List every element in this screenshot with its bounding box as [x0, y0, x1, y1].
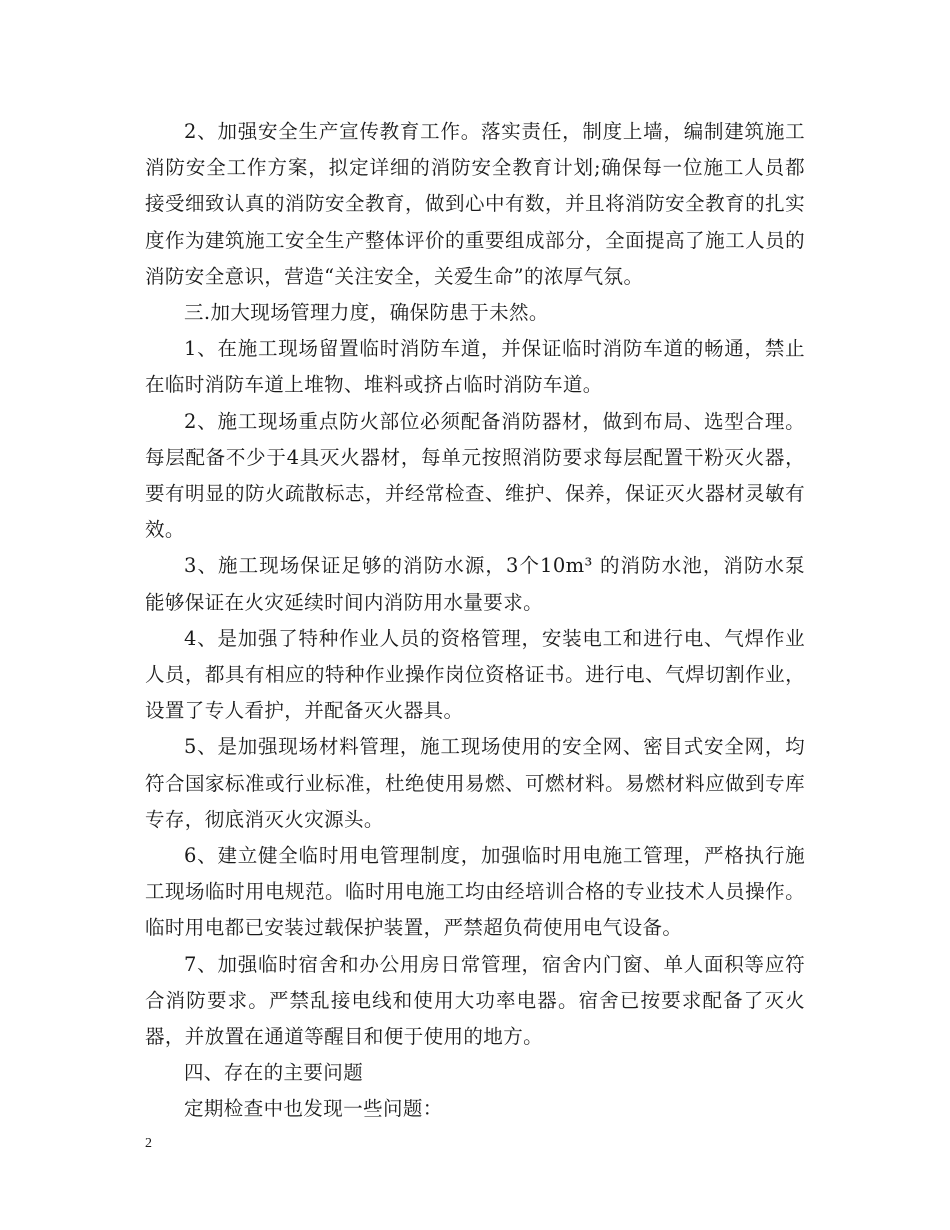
paragraph-dormitory: 7、加强临时宿舍和办公用房日常管理，宿舍内门窗、单人面积等应符合消防要求。严禁乱接电线和使用大功率电器。宿舍已按要求配备了灭火器，并放置在通道等醒目和便于使用的地方。	[145, 952, 805, 1049]
paragraph-publicity-education: 2、加强安全生产宣传教育工作。落实责任，制度上墙，编制建筑施工消防安全工作方案，拟定详细的消防安全教育计划;确保每一位施工人员都接受细致认真的消防安全教育，做到心中有数，并且将消防安全教育的扎实度作为建筑施工安全生产整体评价的重要组成部分，全面提高了施工人员的消防安全意识，营造“关注安全，关爱生命”的浓厚气氛。	[145, 120, 805, 288]
paragraph-fire-equipment: 2、施工现场重点防火部位必须配备消防器材，做到布局、选型合理。每层配备不少于4具灭火器材，每单元按照消防要求每层配置干粉灭火器，要有明显的防火疏散标志，并经常检查、维护、保养，保证灭火器材灵敏有效。	[145, 409, 805, 542]
paragraph-water-source: 3、施工现场保证足够的消防水源，3个10m³ 的消防水池，消防水泵能够保证在火灾延续时间内消防用水量要求。	[145, 554, 805, 614]
section-heading-main-problems: 四、存在的主要问题	[184, 1061, 364, 1085]
document-body	[145, 114, 805, 1128]
paragraph-temporary-electricity: 6、建立健全临时用电管理制度，加强临时用电施工管理，严格执行施工现场临时用电规范。临时用电施工均由经培训合格的专业技术人员操作。临时用电都已安装过载保护装置，严禁超负荷使用电气设备。	[145, 844, 805, 940]
paragraph-fire-lane: 1、在施工现场留置临时消防车道，并保证临时消防车道的畅通，禁止在临时消防车道上堆物、堆料或挤占临时消防车道。	[145, 337, 805, 397]
section-heading-site-management: 三.加大现场管理力度，确保防患于未然。	[184, 301, 549, 325]
paragraph-materials: 5、是加强现场材料管理，施工现场使用的安全网、密目式安全网，均符合国家标准或行业标准，杜绝使用易燃、可燃材料。易燃材料应做到专库专存，彻底消灭火灾源头。	[145, 735, 805, 831]
page-number: 2	[145, 1136, 152, 1151]
paragraph-inspection-issues: 定期检查中也发现一些问题：	[184, 1097, 443, 1121]
paragraph-special-operators: 4、是加强了特种作业人员的资格管理，安装电工和进行电、气焊作业人员，都具有相应的特种作业操作岗位资格证书。进行电、气焊切割作业，设置了专人看护，并配备灭火器具。	[145, 626, 805, 723]
